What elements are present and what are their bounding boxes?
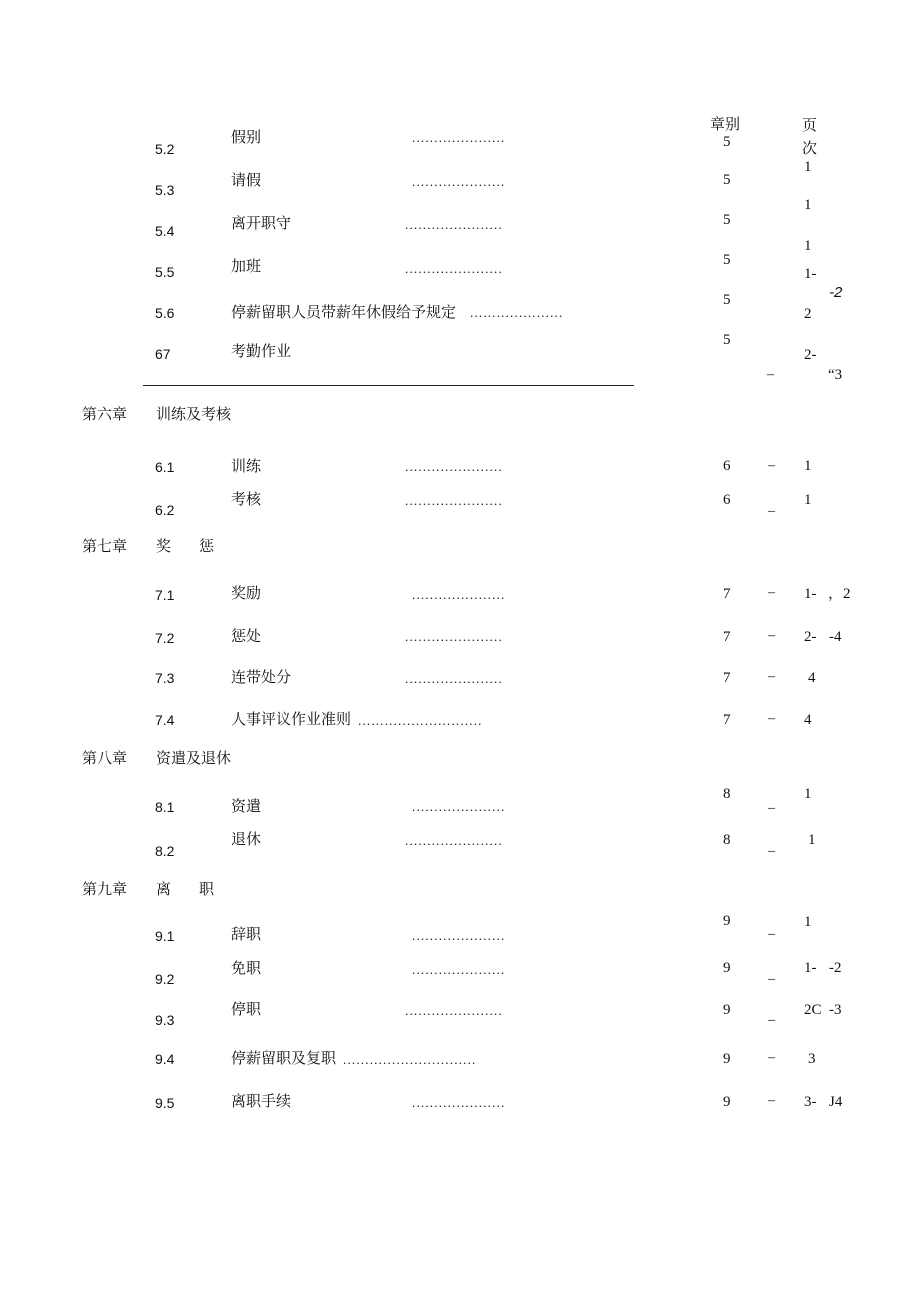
toc-title: 人事评议作业准则 <box>231 710 352 728</box>
toc-chapter: 9 <box>723 960 731 976</box>
chapter-column-header: 章别 <box>710 115 741 133</box>
chapter-title: 资遣及退休 <box>156 749 232 767</box>
toc-dash: _ <box>768 499 775 514</box>
toc-number: 5.2 <box>155 141 175 157</box>
toc-number: 5.5 <box>155 264 175 280</box>
toc-dash: – <box>768 628 775 643</box>
toc-number: 9.2 <box>155 971 175 987</box>
toc-pages: 4 <box>804 712 812 728</box>
toc-number: 7.1 <box>155 587 175 603</box>
toc-dash: – <box>768 1093 775 1108</box>
toc-number: 5.3 <box>155 182 175 198</box>
toc-pages-extra: -3 <box>829 1002 842 1018</box>
toc-dash: _ <box>768 839 775 854</box>
chapter-label: 第八章 <box>82 749 128 767</box>
toc-chapter: 9 <box>723 1094 731 1110</box>
toc-pages: 1 <box>804 786 812 802</box>
toc-number: 5.4 <box>155 223 175 239</box>
toc-title: 连带处分 <box>231 668 292 686</box>
toc-number: 9.5 <box>155 1095 175 1111</box>
toc-pages-extra: -4 <box>829 629 842 645</box>
toc-pages: 3 <box>808 1051 816 1067</box>
toc-pages: 1- <box>804 586 817 602</box>
toc-pages: 3- <box>804 1094 817 1110</box>
toc-title: 停薪留职人员带薪年休假给予规定 <box>231 303 457 321</box>
chapter-label: 第九章 <box>82 880 128 898</box>
toc-pages: 4 <box>808 670 816 686</box>
toc-dash: – <box>768 669 775 684</box>
toc-pages: 2- <box>804 629 817 645</box>
toc-dash: _ <box>768 922 775 937</box>
toc-pages-extra: -2 <box>829 284 843 301</box>
toc-title: 假别 <box>231 128 262 146</box>
chapter-label: 第六章 <box>82 405 128 423</box>
toc-pages: 1 <box>804 458 812 474</box>
toc-chapter: 6 <box>723 492 731 508</box>
toc-number: 9.1 <box>155 928 175 944</box>
toc-chapter: 7 <box>723 670 731 686</box>
toc-dot-leader: ...................... <box>405 671 503 686</box>
toc-title: 加班 <box>231 257 262 275</box>
toc-dash: – <box>767 367 774 382</box>
toc-number: 8.2 <box>155 843 175 859</box>
toc-dash: – <box>768 711 775 726</box>
toc-pages: 2C <box>804 1002 822 1018</box>
toc-dot-leader: .............................. <box>343 1052 477 1067</box>
toc-pages: 1- <box>804 960 817 976</box>
toc-title: 辞职 <box>231 925 262 943</box>
page-column-header-2: 次 <box>802 139 818 157</box>
chapter-title: 训练及考核 <box>156 405 232 423</box>
toc-dash: _ <box>768 1008 775 1023</box>
toc-chapter: 7 <box>723 712 731 728</box>
toc-pages: 1 <box>804 492 812 508</box>
toc-title: 退休 <box>231 830 262 848</box>
toc-number: 8.1 <box>155 799 175 815</box>
toc-title: 离职手续 <box>231 1092 292 1110</box>
toc-chapter: 5 <box>723 212 731 228</box>
toc-number: 9.4 <box>155 1051 175 1067</box>
toc-pages: 1 <box>808 832 816 848</box>
toc-dot-leader: ..................... <box>412 962 506 977</box>
toc-dot-leader: ...................... <box>405 629 503 644</box>
page-column-header-1: 页 <box>802 116 818 134</box>
toc-dash: – <box>768 458 775 473</box>
toc-number: 6.2 <box>155 502 175 518</box>
toc-pages-extra: J4 <box>829 1094 843 1110</box>
toc-pages-extra: ，2 <box>828 586 851 602</box>
toc-dot-leader: ............................ <box>358 713 483 728</box>
toc-title: 停职 <box>231 1000 262 1018</box>
toc-number: 9.3 <box>155 1012 175 1028</box>
chapter-label: 第七章 <box>82 537 128 555</box>
toc-dot-leader: ..................... <box>470 305 564 320</box>
toc-chapter: 5 <box>723 332 731 348</box>
toc-dot-leader: ..................... <box>412 174 506 189</box>
toc-pages: 2- <box>804 347 817 363</box>
chapter-title-part: 职 <box>199 880 215 898</box>
toc-title: 免职 <box>231 959 262 977</box>
toc-dot-leader: ..................... <box>412 1095 506 1110</box>
toc-chapter: 5 <box>723 134 731 150</box>
chapter-title-part: 惩 <box>199 537 215 555</box>
toc-title: 考核 <box>231 490 262 508</box>
toc-chapter: 5 <box>723 252 731 268</box>
toc-pages: “3 <box>828 367 843 383</box>
toc-title: 请假 <box>231 171 262 189</box>
toc-pages: 2 <box>804 306 812 322</box>
toc-title: 奖励 <box>231 584 262 602</box>
toc-title: 惩处 <box>231 627 262 645</box>
toc-dot-leader: ...................... <box>405 217 503 232</box>
toc-dash: _ <box>768 967 775 982</box>
toc-number: 6.1 <box>155 459 175 475</box>
section-divider-line <box>143 385 634 386</box>
toc-chapter: 7 <box>723 586 731 602</box>
toc-number: 7.2 <box>155 630 175 646</box>
toc-dot-leader: ...................... <box>405 261 503 276</box>
toc-dash: – <box>768 1050 775 1065</box>
toc-dot-leader: ...................... <box>405 833 503 848</box>
toc-number: 67 <box>155 346 171 362</box>
toc-dot-leader: ..................... <box>412 587 506 602</box>
toc-chapter: 5 <box>723 172 731 188</box>
toc-dot-leader: ...................... <box>405 493 503 508</box>
toc-dash: – <box>768 585 775 600</box>
toc-pages: 1 <box>804 238 812 254</box>
toc-dot-leader: ..................... <box>412 130 506 145</box>
toc-title: 资遣 <box>231 797 262 815</box>
toc-chapter: 9 <box>723 1051 731 1067</box>
toc-chapter: 9 <box>723 913 731 929</box>
chapter-title-part: 奖 <box>156 537 172 555</box>
toc-chapter: 8 <box>723 832 731 848</box>
toc-number: 5.6 <box>155 305 175 321</box>
toc-title: 训练 <box>231 457 262 475</box>
toc-pages: 1 <box>804 197 812 213</box>
chapter-title-part: 离 <box>156 880 172 898</box>
toc-pages: 1- <box>804 266 817 282</box>
toc-chapter: 6 <box>723 458 731 474</box>
toc-chapter: 7 <box>723 629 731 645</box>
toc-title: 考勤作业 <box>231 342 292 360</box>
toc-pages: 1 <box>804 914 812 930</box>
toc-title: 离开职守 <box>231 214 292 232</box>
toc-dot-leader: ...................... <box>405 1003 503 1018</box>
toc-chapter: 5 <box>723 292 731 308</box>
toc-dash: _ <box>768 796 775 811</box>
toc-chapter: 9 <box>723 1002 731 1018</box>
toc-pages-extra: -2 <box>829 960 842 976</box>
toc-number: 7.3 <box>155 670 175 686</box>
toc-pages: 1 <box>804 159 812 175</box>
toc-chapter: 8 <box>723 786 731 802</box>
toc-dot-leader: ...................... <box>405 459 503 474</box>
toc-title: 停薪留职及复职 <box>231 1049 337 1067</box>
toc-dot-leader: ..................... <box>412 928 506 943</box>
toc-dot-leader: ..................... <box>412 799 506 814</box>
toc-number: 7.4 <box>155 712 175 728</box>
